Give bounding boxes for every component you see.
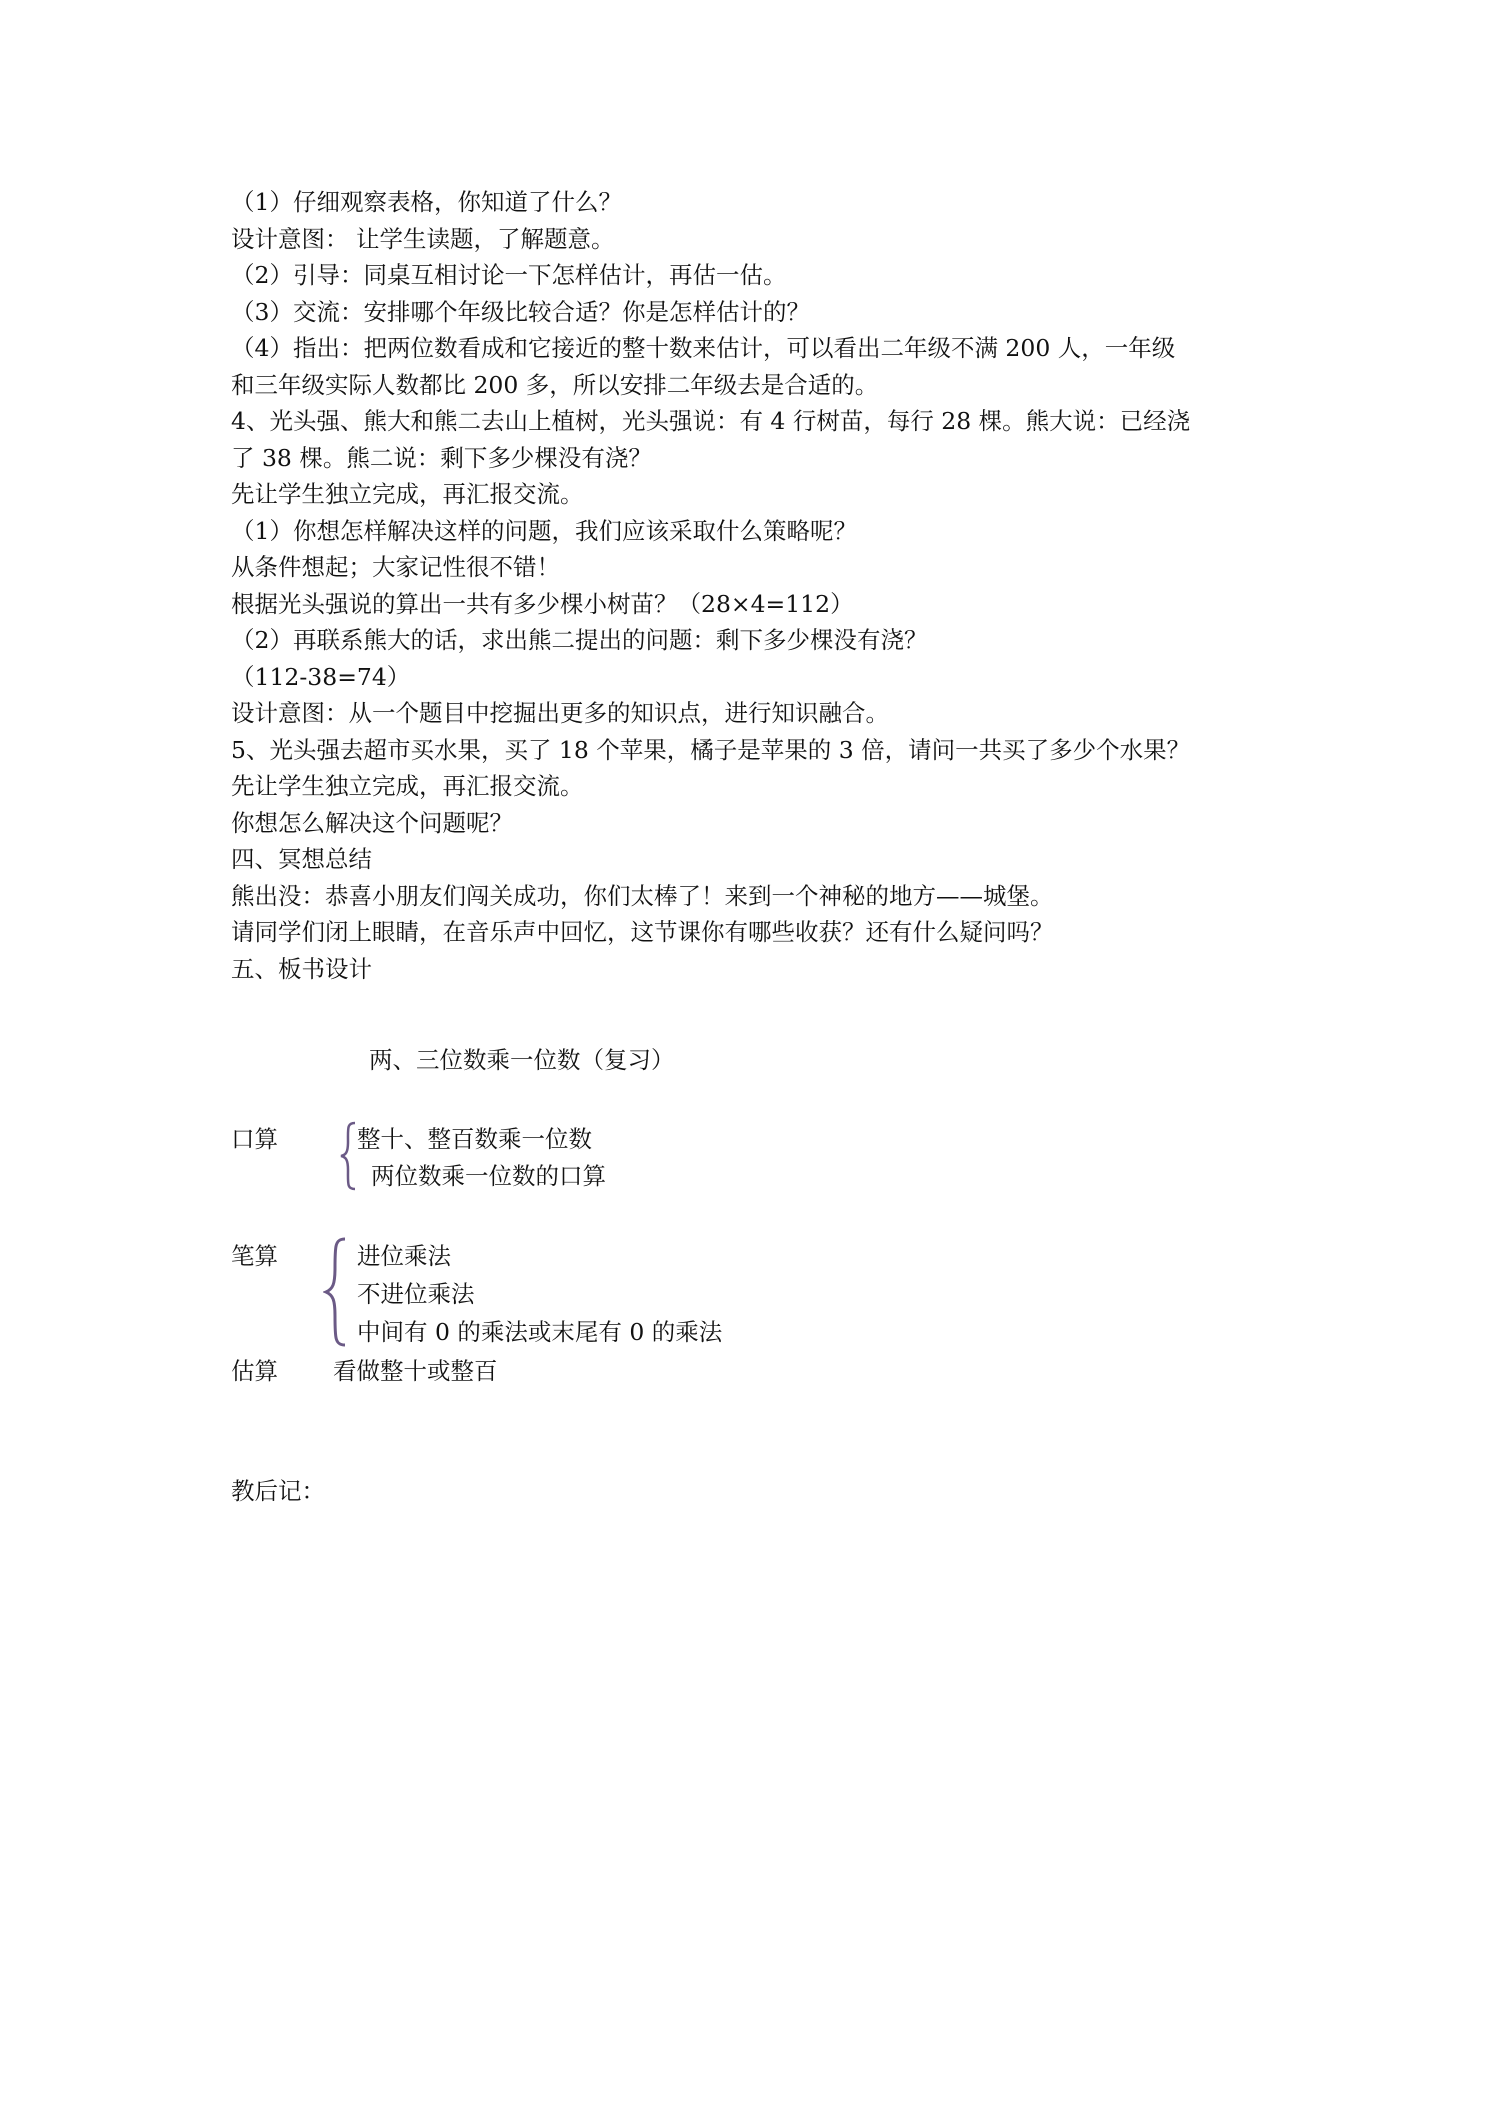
estimate-text: 看做整十或整百 [333,1357,498,1385]
text-line: （4）指出：把两位数看成和它接近的整十数来估计，可以看出二年级不满 200 人，一年级 [231,334,1176,362]
text-line: （112-38=74） [231,662,411,691]
text-line: 和三年级实际人数都比 200 多，所以安排二年级去是合适的。 [231,370,879,399]
text-line: 4、光头强、熊大和熊二去山上植树，光头强说：有 4 行树苗，每行 28 棵。熊大说：已经浇 [231,407,1191,435]
written-calc-item: 中间有 0 的乘法或末尾有 0 的乘法 [357,1318,723,1346]
text-line: （1）仔细观察表格，你知道了什么？ [231,188,622,216]
text-line: 5、光头强去超市买水果，买了 18 个苹果，橘子是苹果的 3 倍，请问一共买了多少个水果？ [231,735,1191,764]
written-calc-brace-icon [323,1236,349,1348]
written-calc-item: 不进位乘法 [357,1280,475,1308]
text-line: 先让学生独立完成，再汇报交流。 [231,772,584,800]
written-calc-label: 笔算 [231,1242,278,1270]
text-line: 你想怎么解决这个问题呢？ [231,808,513,837]
text-line: 从条件想起；大家记性很不错！ [231,553,560,581]
text-line: （2）引导：同桌互相讨论一下怎样估计，再估一估。 [231,261,787,289]
text-line: 先让学生独立完成，再汇报交流。 [231,480,584,508]
section-heading: 五、板书设计 [231,954,372,983]
section-heading: 四、冥想总结 [231,845,372,873]
estimate-label: 估算 [231,1357,278,1385]
text-line: （2）再联系熊大的话，求出熊二提出的问题：剩下多少棵没有浇？ [231,626,928,654]
board-title: 两、三位数乘一位数（复习） [369,1046,675,1074]
text-line: （1）你想怎样解决这样的问题，我们应该采取什么策略呢？ [231,516,857,545]
mental-calc-label: 口算 [231,1125,278,1153]
text-line: 设计意图：从一个题目中挖掘出更多的知识点，进行知识融合。 [231,699,889,727]
mental-calc-brace-icon [339,1120,359,1192]
mental-calc-item: 两位数乘一位数的口算 [371,1162,606,1190]
text-line: 熊出没：恭喜小朋友们闯关成功，你们太棒了！来到一个神秘的地方——城堡。 [231,881,1054,910]
mental-calc-item: 整十、整百数乘一位数 [357,1125,592,1153]
text-line: （3）交流：安排哪个年级比较合适？你是怎样估计的？ [231,297,810,326]
written-calc-item: 进位乘法 [357,1242,451,1270]
lesson-body [231,184,1291,987]
text-line: 设计意图： 让学生读题，了解题意。 [231,224,615,253]
text-line: 了 38 棵。熊二说：剩下多少棵没有浇？ [231,443,652,472]
text-line: 根据光头强说的算出一共有多少棵小树苗？（28×4=112） [231,589,854,618]
reflection-label: 教后记： [231,1477,325,1505]
text-line: 请同学们闭上眼睛，在音乐声中回忆，这节课你有哪些收获？还有什么疑问吗？ [231,918,1054,946]
